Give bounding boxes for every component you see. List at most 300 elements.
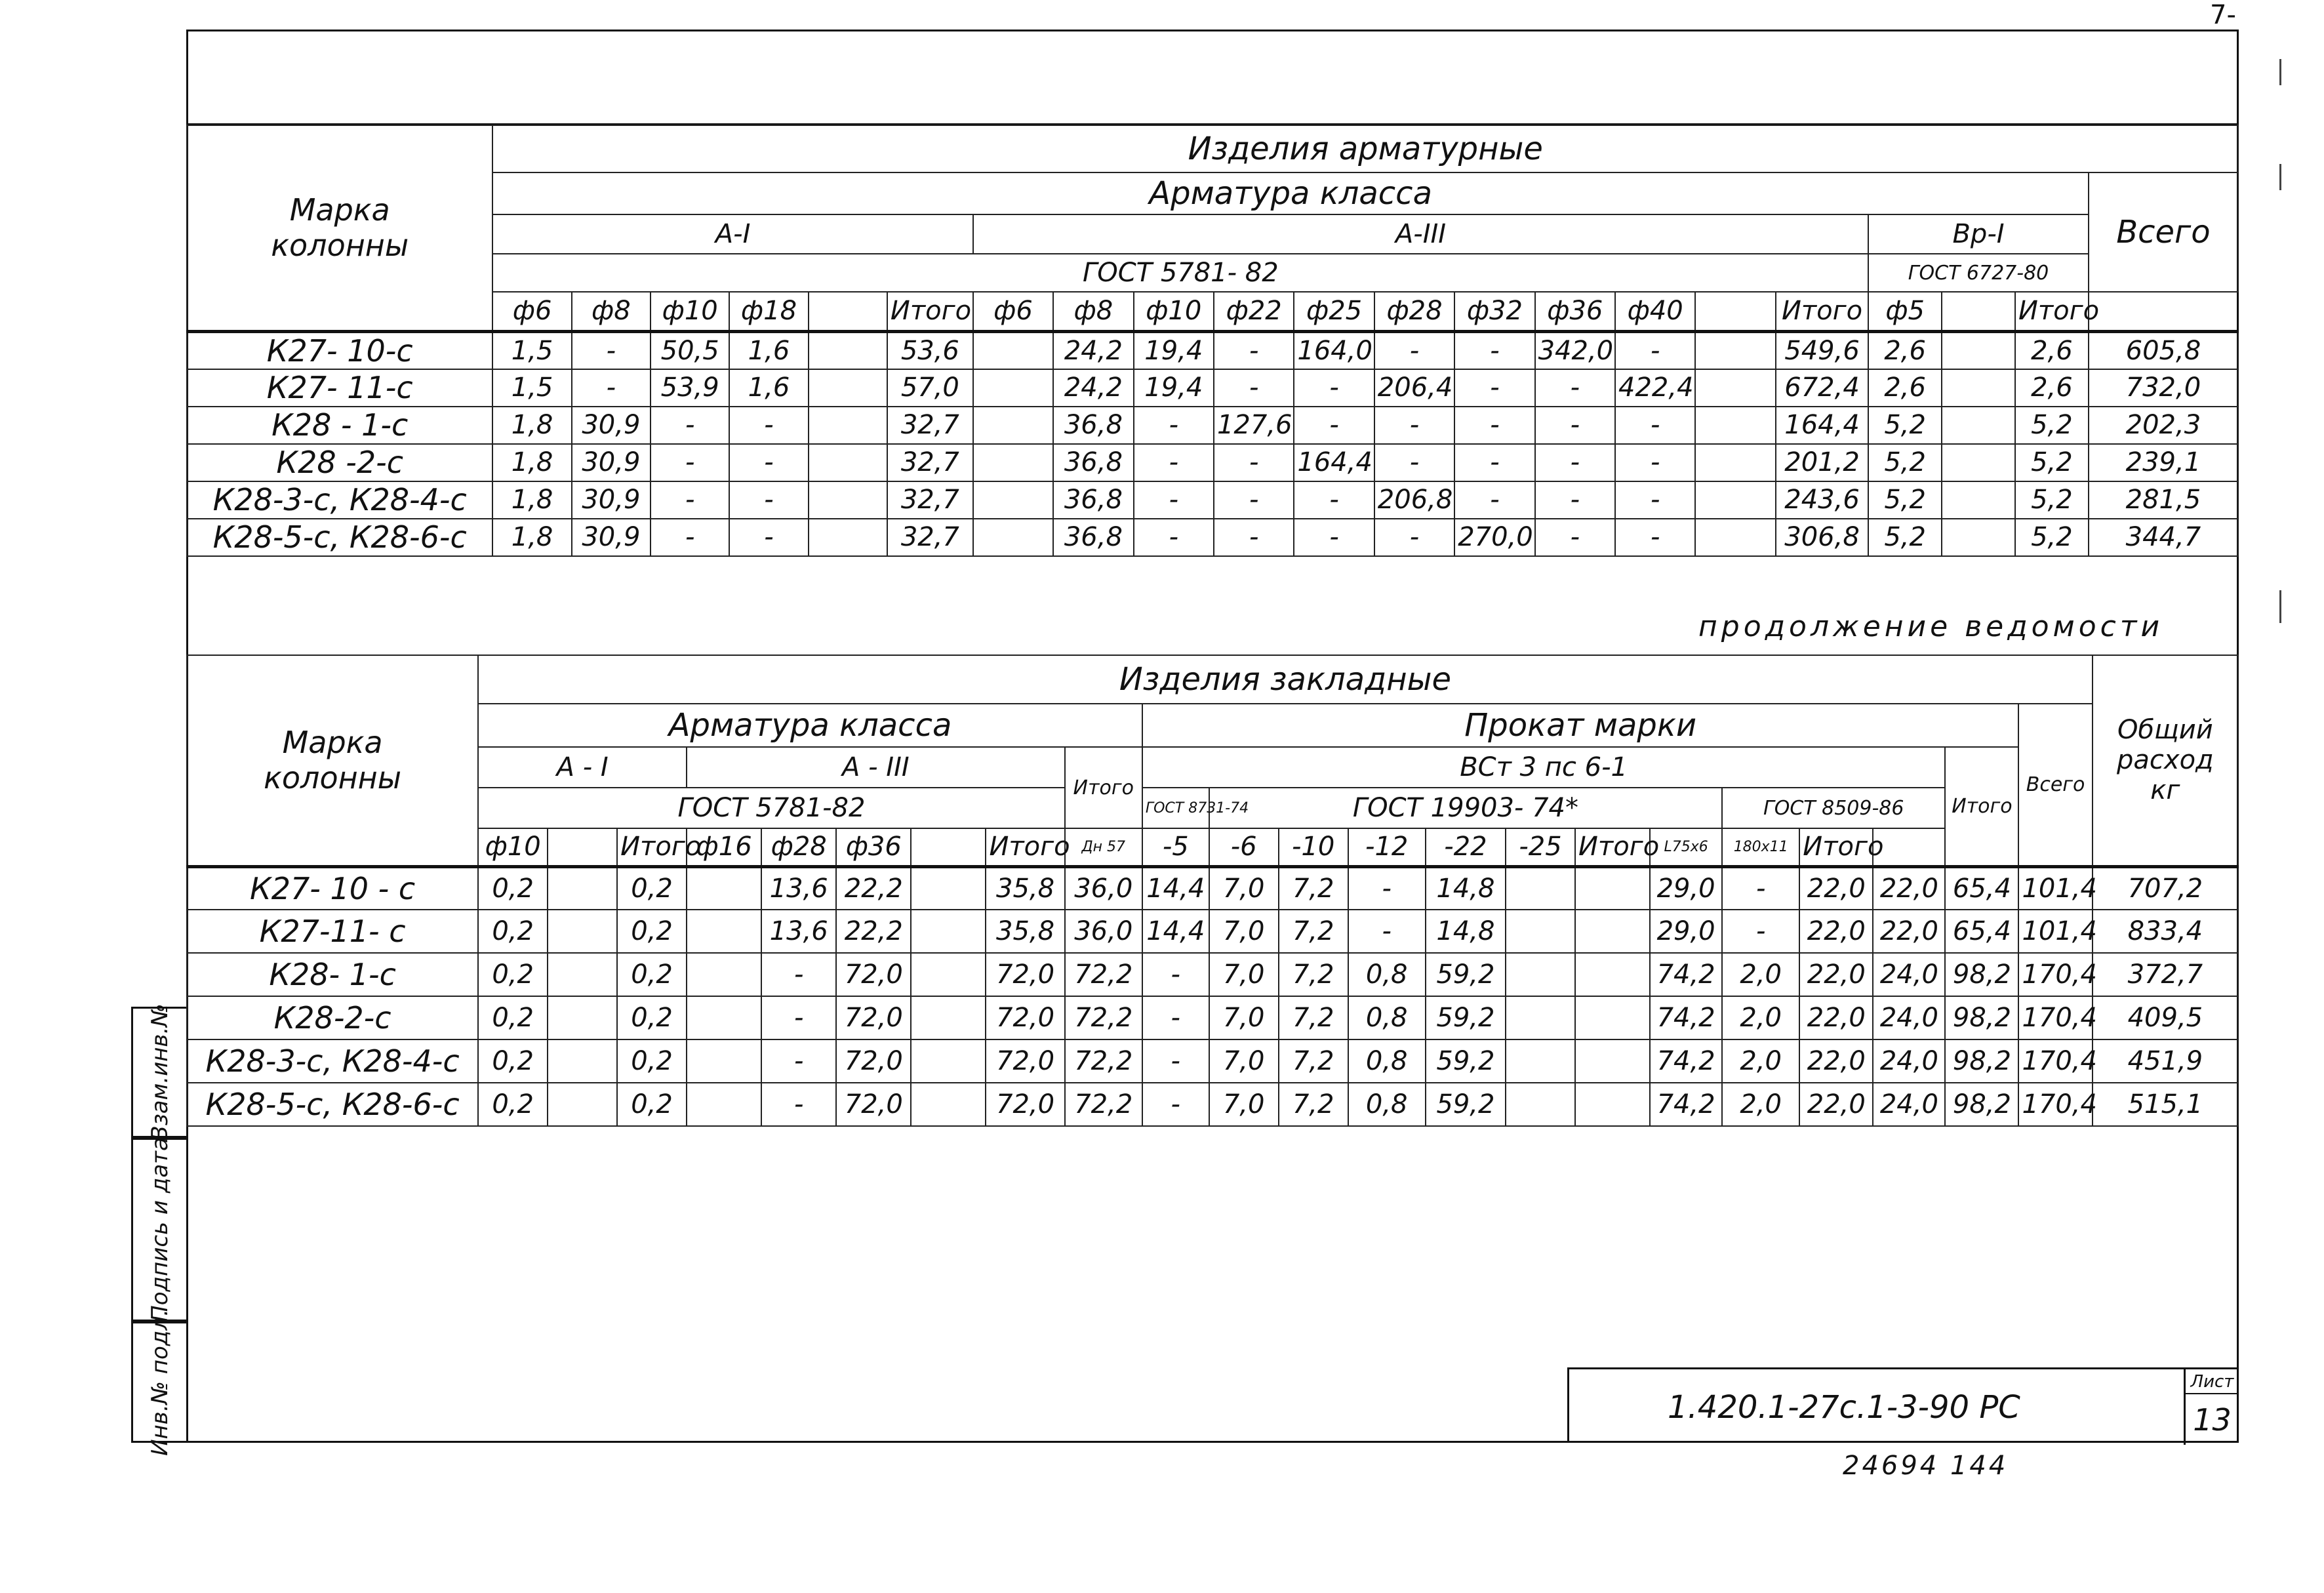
table-cell: -	[1348, 866, 1426, 910]
table-cell: 13,6	[761, 910, 836, 953]
table-cell: -	[651, 519, 729, 556]
table-cell	[548, 1083, 617, 1126]
table-cell: -	[1454, 481, 1534, 519]
table-cell	[973, 331, 1053, 369]
table-cell	[1942, 369, 2015, 407]
table-cell: 5,2	[1868, 407, 1942, 444]
class-a3-header: А-III	[973, 214, 1868, 254]
table-cell: 7,0	[1209, 910, 1279, 953]
table-cell: -	[1294, 481, 1374, 519]
table-cell: 7,0	[1209, 953, 1279, 996]
column-header: ф36	[836, 828, 911, 866]
gost-prokat-small-header: ГОСТ 8731-74	[1142, 788, 1209, 828]
row-total: 707,2	[2093, 866, 2238, 910]
column-header: ф25	[1294, 292, 1374, 331]
itogo-arm-header: Итого	[1065, 747, 1142, 828]
table-cell	[548, 1039, 617, 1083]
column-header: ф10	[1134, 292, 1214, 331]
table-cell: -	[1142, 1039, 1209, 1083]
column-header: L75x6	[1650, 828, 1722, 866]
table-cell	[548, 866, 617, 910]
table-cell: 5,2	[2015, 519, 2089, 556]
title-stamp	[1567, 1367, 2239, 1443]
table-cell: 14,8	[1426, 910, 1506, 953]
row-total: 239,1	[2089, 444, 2238, 481]
table-cell: 72,0	[986, 1083, 1064, 1126]
table-cell: 30,9	[572, 481, 651, 519]
table-cell	[1942, 407, 2015, 444]
table-cell: 59,2	[1426, 1039, 1506, 1083]
table-cell: 2,0	[1722, 953, 1799, 996]
table-row	[187, 481, 2238, 519]
table-cell: 53,6	[887, 331, 973, 369]
table-cell	[687, 953, 761, 996]
table-cell	[973, 407, 1053, 444]
column-header: Итого	[1575, 828, 1650, 866]
group-header-2: Изделия закладные	[478, 655, 2093, 704]
table-cell: 74,2	[1650, 1083, 1722, 1126]
table-cell: 72,0	[986, 953, 1064, 996]
table-cell: 0,2	[617, 1083, 687, 1126]
table-cell: -	[1535, 519, 1615, 556]
table-cell: -	[1214, 331, 1294, 369]
table-cell: 0,8	[1348, 1083, 1426, 1126]
table-cell: 0,2	[617, 866, 687, 910]
table-cell: 22,0	[1799, 953, 1873, 996]
marka-header-2-line1: Марка	[282, 725, 383, 761]
table-cell: 72,2	[1065, 1039, 1142, 1083]
side-label-inventory: Инв.№ подл.	[146, 1308, 173, 1456]
sheet-label: Лист	[2186, 1372, 2239, 1394]
table-cell: 2,0	[1722, 1083, 1799, 1126]
table-cell: -	[1374, 444, 1454, 481]
table-cell	[911, 953, 986, 996]
table-cell: -	[1535, 369, 1615, 407]
table-cell: 101,4	[2018, 910, 2092, 953]
table-row	[187, 444, 2238, 481]
table-cell	[973, 444, 1053, 481]
total-header-2	[2093, 655, 2238, 866]
table-cell: 14,4	[1142, 910, 1209, 953]
row-mark: К28-5-с, К28-6-с	[187, 519, 492, 556]
corner-mark: 7-	[2210, 0, 2236, 30]
table-cell: 24,0	[1873, 1039, 1945, 1083]
table-cell: -	[1615, 481, 1695, 519]
table-cell: 5,2	[2015, 444, 2089, 481]
table-cell: 127,6	[1214, 407, 1294, 444]
row-total: 451,9	[2093, 1039, 2238, 1083]
row-total: 372,7	[2093, 953, 2238, 996]
table-cell: 2,0	[1722, 996, 1799, 1039]
table-cell: 50,5	[651, 331, 729, 369]
table-cell: 98,2	[1945, 996, 2018, 1039]
subgroup-header: Арматура класса	[492, 172, 2088, 214]
table-cell: 5,2	[2015, 407, 2089, 444]
table-cell: -	[1454, 369, 1534, 407]
table-cell	[911, 910, 986, 953]
total-header-2-line3: кг	[2150, 775, 2180, 806]
table-cell: -	[1374, 407, 1454, 444]
table-cell	[1942, 519, 2015, 556]
table-cell: -	[1374, 331, 1454, 369]
table-cell: -	[651, 481, 729, 519]
column-header: 180x11	[1722, 828, 1799, 866]
table-cell: 24,0	[1873, 996, 1945, 1039]
total-header: Всего	[2089, 172, 2238, 292]
table-cell	[973, 481, 1053, 519]
table-cell: 72,0	[836, 953, 911, 996]
table-cell: 2,6	[1868, 369, 1942, 407]
table-cell: 22,2	[836, 910, 911, 953]
table-cell: 14,8	[1426, 866, 1506, 910]
table-cell: -	[1454, 407, 1534, 444]
table-cell: 72,2	[1065, 953, 1142, 996]
column-header: ф8	[1053, 292, 1133, 331]
row-total: 605,8	[2089, 331, 2238, 369]
table-cell: 170,4	[2018, 1083, 2092, 1126]
table-cell: 170,4	[2018, 1039, 2092, 1083]
table-cell: 5,2	[1868, 481, 1942, 519]
table-cell: 5,2	[1868, 519, 1942, 556]
table-cell: 36,8	[1053, 444, 1133, 481]
table-cell: 2,0	[1722, 1039, 1799, 1083]
table-cell: 29,0	[1650, 910, 1722, 953]
table-cell: 164,4	[1776, 407, 1868, 444]
sheet-number: 13	[2193, 1402, 2232, 1438]
table-cell: 206,8	[1374, 481, 1454, 519]
table-cell: -	[1294, 369, 1374, 407]
table-cell: 53,9	[651, 369, 729, 407]
table-cell	[1575, 953, 1650, 996]
table-cell: 22,0	[1799, 996, 1873, 1039]
table-cell: 164,4	[1294, 444, 1374, 481]
table-cell: 59,2	[1426, 1083, 1506, 1126]
table-cell: 65,4	[1945, 910, 2018, 953]
table-cell: 19,4	[1134, 331, 1214, 369]
row-mark: К27- 10-с	[187, 331, 492, 369]
table-cell: 0,8	[1348, 996, 1426, 1039]
column-header: ф16	[687, 828, 761, 866]
table-cell: 19,4	[1134, 369, 1214, 407]
table-cell: 35,8	[986, 866, 1064, 910]
armatura-header: Арматура класса	[478, 704, 1142, 747]
table-cell	[1695, 331, 1775, 369]
row-mark: К28 - 1-с	[187, 407, 492, 444]
row-total: 281,5	[2089, 481, 2238, 519]
table-cell	[1506, 1083, 1575, 1126]
row-total: 409,5	[2093, 996, 2238, 1039]
table-cell: 7,2	[1279, 1083, 1348, 1126]
gost-prokat-header: ГОСТ 19903- 74*	[1209, 788, 1722, 828]
table-cell: 206,4	[1374, 369, 1454, 407]
column-header: ф8	[572, 292, 651, 331]
table-cell: 7,0	[1209, 996, 1279, 1039]
table-cell: 1,8	[492, 407, 571, 444]
table-cell: -	[1214, 369, 1294, 407]
table-cell	[1575, 1039, 1650, 1083]
side-label-replaced: Взам.инв.№	[146, 1003, 173, 1141]
row-total: 833,4	[2093, 910, 2238, 953]
table-cell: 7,2	[1279, 910, 1348, 953]
table-cell: -	[1615, 407, 1695, 444]
column-header: Итого	[986, 828, 1064, 866]
table-cell: -	[1294, 519, 1374, 556]
table-cell	[687, 910, 761, 953]
table-cell: 1,6	[729, 369, 808, 407]
marka-header-line2: колонны	[271, 228, 409, 264]
row-total: 202,3	[2089, 407, 2238, 444]
marka-header-line1: Марка	[289, 192, 390, 228]
table-cell: 672,4	[1776, 369, 1868, 407]
embedded-items-table	[186, 655, 2239, 1127]
table-cell	[973, 369, 1053, 407]
table-cell: 24,0	[1873, 953, 1945, 996]
table-cell: -	[1134, 407, 1214, 444]
table-cell	[809, 331, 887, 369]
table-cell: -	[1134, 519, 1214, 556]
table-cell	[1695, 369, 1775, 407]
vsego-header: Всего	[2018, 704, 2092, 866]
edge-mark-2	[2279, 164, 2281, 190]
table-cell: 29,0	[1650, 866, 1722, 910]
table-cell	[1575, 1083, 1650, 1126]
table-cell: -	[1214, 444, 1294, 481]
document-code: 1.420.1-27с.1-3-90 РС	[1668, 1389, 2020, 1426]
column-header: ф10	[478, 828, 548, 866]
table-cell: 74,2	[1650, 953, 1722, 996]
table-cell: -	[1615, 444, 1695, 481]
table-cell	[809, 369, 887, 407]
column-header: Итого	[617, 828, 687, 866]
table-cell: 32,7	[887, 481, 973, 519]
table-cell: -	[1142, 953, 1209, 996]
sheet-box	[2184, 1369, 2239, 1445]
prokat-header: Прокат марки	[1142, 704, 2019, 747]
gost-vr-header: ГОСТ 6727-80	[1868, 254, 2089, 292]
table-cell: 0,2	[478, 866, 548, 910]
table-cell	[809, 407, 887, 444]
table-cell: 5,2	[2015, 481, 2089, 519]
table-cell: 7,0	[1209, 866, 1279, 910]
table-cell: 549,6	[1776, 331, 1868, 369]
table-cell: 72,0	[836, 1083, 911, 1126]
table-cell: 7,0	[1209, 1039, 1279, 1083]
table-cell: 65,4	[1945, 866, 2018, 910]
table-cell	[548, 910, 617, 953]
table-cell	[1695, 481, 1775, 519]
class-a1-header-2: А - I	[478, 747, 687, 788]
table-cell: 24,2	[1053, 369, 1133, 407]
table-cell: 0,2	[617, 996, 687, 1039]
table-cell: 342,0	[1535, 331, 1615, 369]
table-cell: 72,0	[836, 1039, 911, 1083]
column-header: Итого	[1776, 292, 1868, 331]
table-cell	[1942, 481, 2015, 519]
table-cell: 36,0	[1065, 866, 1142, 910]
table-cell: 14,4	[1142, 866, 1209, 910]
table-cell	[809, 519, 887, 556]
table-cell: 98,2	[1945, 1039, 2018, 1083]
table-cell	[1695, 519, 1775, 556]
table-cell	[1695, 444, 1775, 481]
table-cell: -	[1535, 481, 1615, 519]
table-cell: -	[572, 331, 651, 369]
side-stamp-inventory	[131, 1308, 186, 1456]
edge-mark-1	[2279, 59, 2281, 85]
table-cell: 2,6	[2015, 331, 2089, 369]
table-cell: 0,2	[478, 953, 548, 996]
table-cell: 7,2	[1279, 1039, 1348, 1083]
column-header: ф6	[973, 292, 1053, 331]
table-cell	[1506, 1039, 1575, 1083]
table-cell: 0,2	[478, 910, 548, 953]
column-header	[911, 828, 986, 866]
table-cell: 22,0	[1873, 866, 1945, 910]
column-header: ф18	[729, 292, 808, 331]
table-cell: 74,2	[1650, 996, 1722, 1039]
row-total: 344,7	[2089, 519, 2238, 556]
table-cell: 30,9	[572, 519, 651, 556]
table-cell: 1,5	[492, 369, 571, 407]
gost-main-header: ГОСТ 5781- 82	[492, 254, 1868, 292]
table-cell: -	[761, 953, 836, 996]
side-stamp-replaced	[131, 1003, 186, 1141]
table-cell: -	[761, 996, 836, 1039]
table-cell: 13,6	[761, 866, 836, 910]
table-cell: -	[1214, 519, 1294, 556]
table-cell	[1506, 910, 1575, 953]
row-mark: К27- 10 - с	[187, 866, 478, 910]
table-cell: 24,0	[1873, 1083, 1945, 1126]
column-header: -6	[1209, 828, 1279, 866]
table-cell: -	[729, 407, 808, 444]
table-cell	[548, 996, 617, 1039]
table-row	[187, 866, 2238, 910]
column-header: ф22	[1214, 292, 1294, 331]
table-cell: -	[1134, 481, 1214, 519]
class-a3-header-2: А - III	[687, 747, 1065, 788]
table-cell: -	[572, 369, 651, 407]
table-cell: 5,2	[1868, 444, 1942, 481]
row-mark: К28- 1-с	[187, 953, 478, 996]
side-label-signature: Подпись и дата	[146, 1137, 173, 1322]
class-a1-header: А-I	[492, 214, 972, 254]
table-cell: 0,2	[617, 910, 687, 953]
column-header: Дн 57	[1065, 828, 1142, 866]
table-cell: 0,2	[478, 1039, 548, 1083]
table-row	[187, 1083, 2238, 1126]
row-total: 515,1	[2093, 1083, 2238, 1126]
gost-8509-header: ГОСТ 8509-86	[1722, 788, 1945, 828]
table-cell: 22,0	[1799, 910, 1873, 953]
table-cell	[809, 481, 887, 519]
row-mark: К28-5-с, К28-6-с	[187, 1083, 478, 1126]
table-cell	[1506, 953, 1575, 996]
table-cell: 7,2	[1279, 996, 1348, 1039]
table-cell: 98,2	[1945, 1083, 2018, 1126]
table-cell: 170,4	[2018, 953, 2092, 996]
column-header: -5	[1142, 828, 1209, 866]
table-cell	[1575, 996, 1650, 1039]
table-cell	[548, 953, 617, 996]
column-header: ф5	[1868, 292, 1942, 331]
continuation-note: продолжение ведомости	[1698, 610, 2164, 643]
column-header	[809, 292, 887, 331]
itogo-prokat-header: Итого	[1945, 747, 2018, 866]
table-cell	[1506, 996, 1575, 1039]
table-cell: 22,0	[1799, 866, 1873, 910]
table-cell: -	[1142, 1083, 1209, 1126]
table-cell: -	[1535, 444, 1615, 481]
table-cell	[911, 866, 986, 910]
table-row	[187, 519, 2238, 556]
side-stamp-signature	[131, 1138, 186, 1321]
column-header: ф10	[651, 292, 729, 331]
table-cell: 422,4	[1615, 369, 1695, 407]
table-cell: 22,0	[1873, 910, 1945, 953]
column-header: ф32	[1454, 292, 1534, 331]
table-cell: 1,8	[492, 519, 571, 556]
table-row	[187, 331, 2238, 369]
table-cell: 243,6	[1776, 481, 1868, 519]
table-cell: -	[1134, 444, 1214, 481]
table-cell: 30,9	[572, 407, 651, 444]
total-header-2-line1: Общий	[2117, 715, 2213, 746]
column-header	[548, 828, 617, 866]
class-vr1-header: Вр-I	[1868, 214, 2089, 254]
table-cell	[911, 1083, 986, 1126]
steel-header: ВСт 3 пс 6-1	[1142, 747, 1946, 788]
table-cell: 306,8	[1776, 519, 1868, 556]
table-cell: 0,2	[478, 996, 548, 1039]
table-cell: 1,5	[492, 331, 571, 369]
table-cell: 24,2	[1053, 331, 1133, 369]
reinforcement-table	[186, 125, 2239, 557]
total-header-2-line2: расход	[2117, 745, 2214, 776]
table-cell: 22,2	[836, 866, 911, 910]
column-header: -25	[1506, 828, 1575, 866]
table-row	[187, 953, 2238, 996]
column-header: ф36	[1535, 292, 1615, 331]
table-cell: -	[1294, 407, 1374, 444]
table-cell: 32,7	[887, 444, 973, 481]
table-cell: -	[651, 407, 729, 444]
column-header: -12	[1348, 828, 1426, 866]
table-cell: -	[1454, 444, 1534, 481]
row-mark: К28-3-с, К28-4-с	[187, 481, 492, 519]
table-cell: 32,7	[887, 407, 973, 444]
table-cell: 98,2	[1945, 953, 2018, 996]
table-cell: 72,0	[836, 996, 911, 1039]
column-header: ф28	[1374, 292, 1454, 331]
table-cell: 57,0	[887, 369, 973, 407]
edge-mark-3	[2279, 590, 2281, 623]
table-row	[187, 1039, 2238, 1083]
row-mark: К27-11- с	[187, 910, 478, 953]
table-cell: -	[1615, 331, 1695, 369]
table-cell: 1,8	[492, 481, 571, 519]
table-cell	[687, 1083, 761, 1126]
table-row	[187, 910, 2238, 953]
column-header: ф6	[492, 292, 571, 331]
table-cell: -	[729, 444, 808, 481]
column-header	[1942, 292, 2015, 331]
row-total: 732,0	[2089, 369, 2238, 407]
table-cell: 36,8	[1053, 481, 1133, 519]
table-cell: 22,0	[1799, 1039, 1873, 1083]
table-cell	[1695, 407, 1775, 444]
table-cell: -	[729, 519, 808, 556]
